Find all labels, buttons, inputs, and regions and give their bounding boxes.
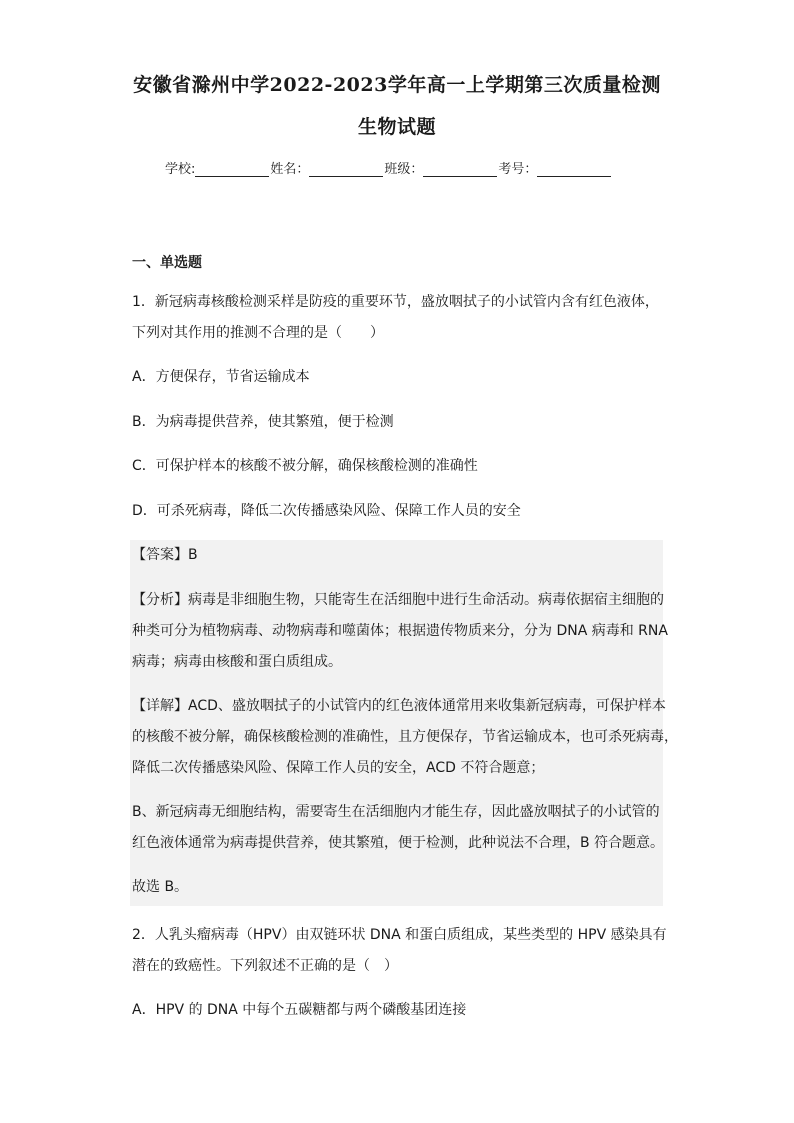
detail-text1: ACD、盛放咽拭子的小试管内的红色液体通常用来收集新冠病毒，可保护样本	[188, 698, 666, 714]
answer-label: 【答案】	[132, 547, 188, 563]
q1-option-c: C．可保护样本的核酸不被分解，确保核酸检测的准确性	[132, 458, 478, 474]
detail-label: 【详解】	[132, 698, 188, 714]
analysis-line3: 病毒；病毒由核酸和蛋白质组成。	[132, 654, 342, 670]
school-label: 学校:	[165, 162, 196, 177]
q2-option-a: A．HPV 的 DNA 中每个五碳糖都与两个磷酸基团连接	[132, 1002, 467, 1018]
conclusion-line: 故选 B。	[132, 879, 189, 895]
answer-value: B	[188, 547, 198, 563]
exam-subtitle: 生物试题	[357, 116, 436, 138]
detail-line4: B、新冠病毒无细胞结构，需要寄生在活细胞内才能生存，因此盛放咽拭子的小试管的	[132, 804, 660, 820]
answer-line	[132, 540, 667, 571]
class-blank	[423, 162, 497, 177]
q1-option-b: B．为病毒提供营养，使其繁殖，便于检测	[132, 414, 394, 430]
q1-option-a: A．方便保存，节省运输成本	[132, 369, 310, 385]
exam-title: 安徽省滁州中学2022-2023学年高一上学期第三次质量检测	[133, 74, 661, 96]
q1-stem-line2: 下列对其作用的推测不合理的是（ ）	[132, 325, 384, 341]
analysis-text1: 病毒是非细胞生物，只能寄生在活细胞中进行生命活动。病毒依据宿主细胞的	[188, 592, 664, 608]
q2-stem-line2: 潜在的致癌性。下列叙述不正确的是（ ）	[132, 958, 398, 974]
analysis-label: 【分析】	[132, 592, 188, 608]
exam-number-label: 考号：	[498, 162, 538, 177]
q2-stem-line1: 2．人乳头瘤病毒（HPV）由双链环状 DNA 和蛋白质组成，某些类型的 HPV 感染具有	[132, 927, 667, 943]
exam-number-blank	[537, 162, 611, 177]
analysis-line1	[132, 585, 667, 616]
detail-line3: 降低二次传播感染风险、保障工作人员的安全，ACD 不符合题意；	[132, 760, 545, 776]
detail-line5: 红色液体通常为病毒提供营养，使其繁殖，便于检测，此种说法不合理，B 符合题意。	[132, 835, 665, 851]
class-label: 班级：	[384, 162, 424, 177]
detail-line1	[132, 691, 667, 722]
student-info-line	[165, 158, 612, 177]
q1-option-d: D．可杀死病毒，降低二次传播感染风险、保障工作人员的安全	[132, 503, 521, 519]
name-blank	[309, 162, 383, 177]
school-blank	[195, 162, 269, 177]
analysis-line2: 种类可分为植物病毒、动物病毒和噬菌体；根据遗传物质来分，分为 DNA 病毒和 RNA	[132, 623, 668, 639]
detail-line2: 的核酸不被分解，确保核酸检测的准确性，且方便保存，节省运输成本，也可杀死病毒，	[132, 729, 678, 745]
q1-stem-line1: 1．新冠病毒核酸检测采样是防疫的重要环节，盛放咽拭子的小试管内含有红色液体，	[132, 294, 659, 310]
name-label: 姓名：	[270, 162, 310, 177]
section-title: 一、单选题	[132, 255, 202, 271]
